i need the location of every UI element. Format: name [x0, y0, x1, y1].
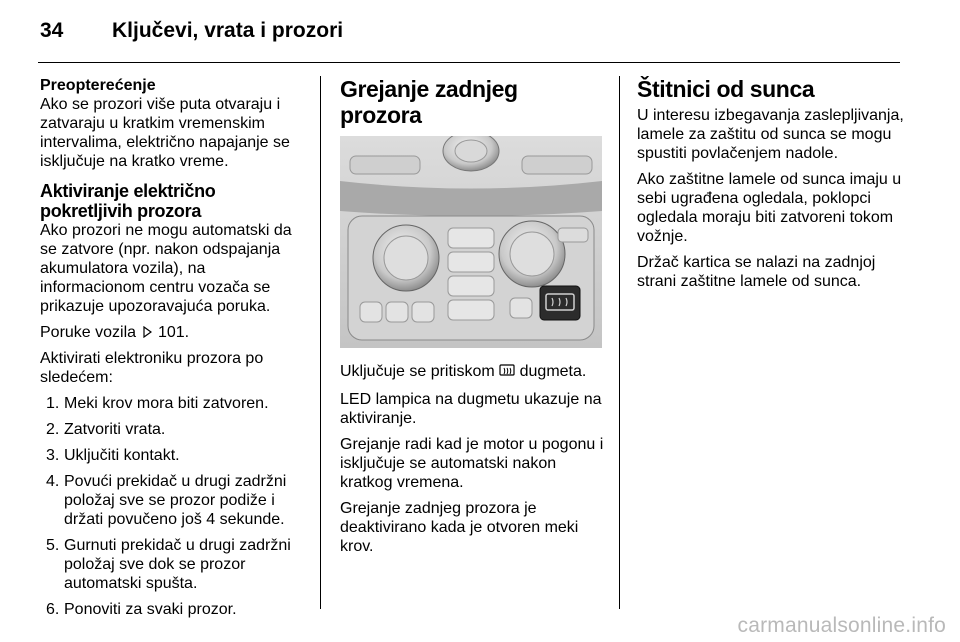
overload-heading: Preopterećenje: [40, 77, 156, 94]
chapter-title: Ključevi, vrata i prozori: [112, 19, 344, 42]
climate-control-panel-photo: [340, 136, 602, 348]
heating-paragraph: Grejanje radi kad je motor u pogonu i isključuje se automatski nakon kratkog vremena.: [340, 436, 604, 491]
card-holder-paragraph: Držač kartica se nalazi na zadnjoj strani zaštitne lamele od sunca.: [637, 254, 876, 290]
sun-visors-heading: Štitnici od sunca: [637, 76, 815, 102]
vehicle-messages-page: 101.: [157, 324, 190, 341]
activation-heading: Aktiviranje električno pokretljivih prozora: [40, 181, 216, 221]
press-before-text: Uključuje se pritiskom: [340, 363, 495, 380]
glare-paragraph: U interesu izbegavanja zaslepljivanja, lamele za zaštitu od sunca se mogu spustiti povlačenjem nadole.: [637, 107, 904, 162]
watermark: carmanualsonline.info: [737, 614, 946, 637]
list-item: 5. Gurnuti prekidač u drugi zadržni položaj sve dok se prozor automatski spušta.: [46, 537, 291, 592]
activate-paragraph: Aktivirati elektroniku prozora po sledećem:: [40, 350, 264, 386]
deactivated-paragraph: Grejanje zadnjeg prozora je deaktivirano kada je otvoren meki krov.: [340, 500, 579, 555]
vehicle-messages-reference: [40, 323, 308, 342]
column-sun-visors: [637, 76, 907, 298]
overload-paragraph: Ako se prozori više puta otvaraju i zatvaraju u kratkim vremenskim intervalima, električno napajanje se isključuje na kratko vreme.: [40, 96, 290, 170]
mirror-paragraph: Ako zaštitne lamele od sunca imaju u sebi ugrađena ogledala, poklopci ogledala moraju biti zatvoreni tokom vožnje.: [637, 171, 902, 245]
list-item: 1. Meki krov mora biti zatvoren.: [46, 395, 269, 412]
press-after-text: dugmeta.: [519, 363, 587, 380]
header-divider: [38, 62, 900, 63]
led-paragraph: LED lampica na dugmetu ukazuje na aktiviranje.: [340, 391, 602, 427]
list-item: 3. Uključiti kontakt.: [46, 447, 180, 464]
rear-window-heading: Grejanje zadnjeg prozora: [340, 76, 518, 128]
rear-window-heater-icon: [499, 364, 515, 383]
column-windows: [40, 76, 308, 626]
column-divider: [619, 76, 620, 609]
activation-steps-list: [40, 394, 308, 619]
column-divider: [320, 76, 321, 609]
list-item: 2. Zatvoriti vrata.: [46, 421, 166, 438]
press-button-paragraph: [340, 362, 604, 383]
activation-paragraph: Ako prozori ne mogu automatski da se zatvore (npr. nakon odspajanja akumulatora vozila), na informacionom centru vozača se prikazuje upozoravajuća poruka.: [40, 222, 292, 315]
triangle-arrow-icon: [141, 324, 158, 341]
list-item: 4. Povući prekidač u drugi zadržni položaj sve se prozor podiže i držati povučeno još 4 sekunde.: [46, 473, 287, 528]
page-number: 34: [40, 19, 64, 42]
vehicle-messages-text: Poruke vozila: [40, 324, 137, 341]
page-header: [0, 0, 960, 64]
list-item: 6. Ponoviti za svaki prozor.: [46, 601, 237, 618]
column-rear-window: [340, 76, 604, 563]
